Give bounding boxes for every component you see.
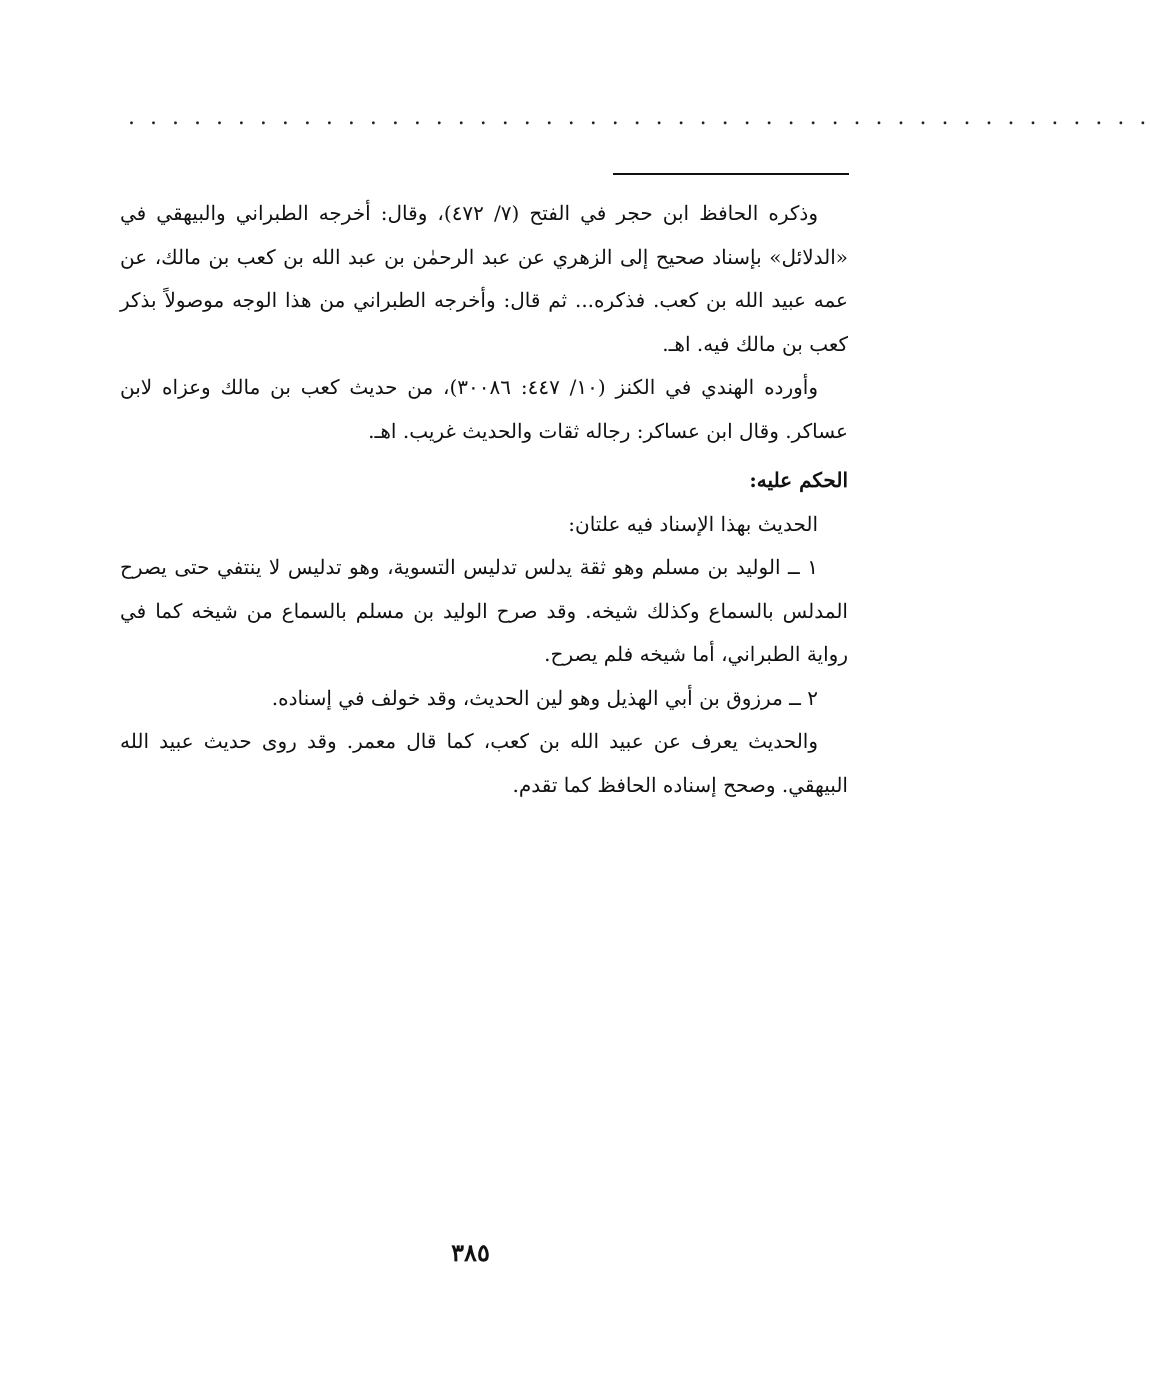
paragraph-defect-1: ١ ــ الوليد بن مسلم وهو ثقة يدلس تدليس التسوية، وهو تدليس لا ينتفي حتى يصرح المدلس بالسماع وكذلك شيخه. وقد صرح الوليد بن مسلم بالسماع من شيخه كما في رواية الطبراني، أما شيخه فلم يصرح. [120,555,848,666]
separator-dots: . . . . . . . . . . . . . . . . . . . . . . . . . . . . . . . . . . . . . . . . . . . . . . . [128,105,1150,130]
footnote-rule [613,173,849,175]
paragraph-defect-2: ٢ ــ مرزوق بن أبي الهذيل وهو لين الحديث، وقد خولف في إسناده. [271,685,818,710]
paragraph-conclusion: والحديث يعرف عن عبيد الله بن كعب، كما قال معمر. وقد روى حديث عبيد الله البيهقي. وصحح إسناده الحافظ كما تقدم. [120,729,848,797]
paragraph-two-defects: الحديث بهذا الإسناد فيه علتان: [568,511,818,536]
footnote-text [120,192,848,807]
paragraph-ibn-hajar: وذكره الحافظ ابن حجر في الفتح (٧/ ٤٧٢)، وقال: أخرجه الطبراني والبيهقي في «الدلائل» بإسناد صحيح إلى الزهري عن عبد الرحمٰن بن عبد الله بن كعب بن مالك، عن عمه عبيد الله بن كعب. فذكره... ثم قال: وأخرجه الطبراني من هذا الوجه موصولاً بذكر كعب بن مالك فيه. اهـ. [120,201,848,356]
page-number: ٣٨٥ [451,1238,490,1267]
paragraph-hindi-kanz: وأورده الهندي في الكنز (١٠/ ٤٤٧: ٣٠٠٨٦)، من حديث كعب بن مالك وعزاه لابن عساكر. وقال ابن عساكر: رجاله ثقات والحديث غريب. اهـ. [120,375,848,443]
section-heading-ruling: الحكم عليه: [749,468,848,492]
